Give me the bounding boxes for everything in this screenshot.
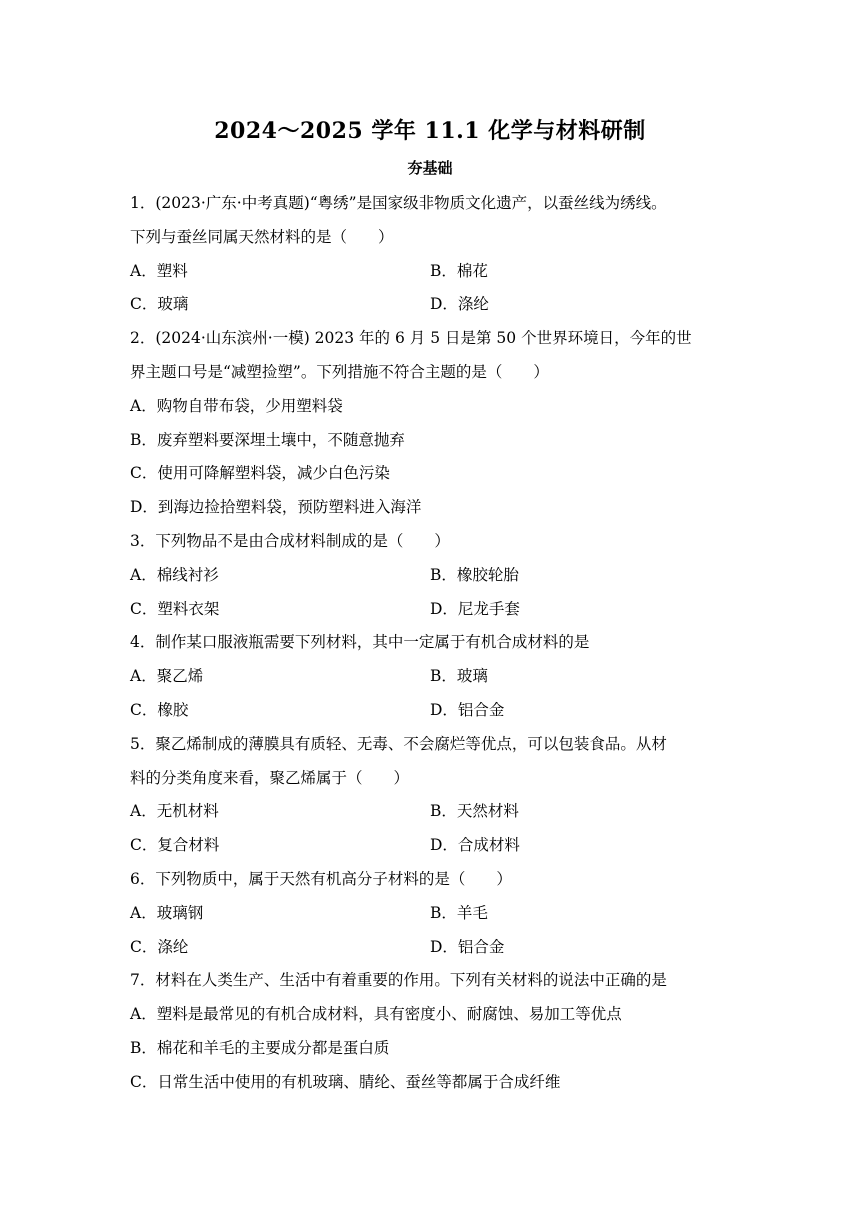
q5-option-a: A．无机材料 [130, 802, 219, 821]
q4-option-a: A．聚乙烯 [130, 667, 204, 686]
q6-options-row1 [130, 897, 730, 931]
q7-stem-line1: 7．材料在人类生产、生活中有着重要的作用。下列有关材料的说法中正确的是 [130, 971, 667, 990]
q3-options-row2 [130, 593, 730, 627]
q6-options-row2 [130, 931, 730, 965]
q6-option-b: B．羊毛 [430, 903, 488, 922]
q1-option-d: D．涤纶 [430, 295, 489, 314]
q4-option-b: B．玻璃 [430, 667, 488, 686]
q1-option-a: A．塑料 [130, 261, 188, 280]
q2-option-b: B．废弃塑料要深埋土壤中，不随意抛弃 [130, 430, 405, 449]
q5-stem-line2: 料的分类角度来看，聚乙烯属于（ ） [130, 768, 410, 787]
q5-option-d: D．合成材料 [430, 836, 520, 855]
q3-option-d: D．尼龙手套 [430, 599, 520, 618]
q1-option-c: C．玻璃 [130, 295, 189, 314]
q1-stem-line2: 下列与蚕丝同属天然材料的是（ ） [130, 227, 394, 246]
section-heading: 夯基础 [407, 159, 453, 177]
q4-option-d: D．铝合金 [430, 700, 505, 719]
q7-option-b: B．棉花和羊毛的主要成分都是蛋白质 [130, 1038, 390, 1057]
q5-option-b: B．天然材料 [430, 802, 519, 821]
q5-options-row2 [130, 829, 730, 863]
q2-option-d: D．到海边捡拾塑料袋，预防塑料进入海洋 [130, 498, 422, 517]
q5-option-c: C．复合材料 [130, 836, 220, 855]
q6-option-a: A．玻璃钢 [130, 903, 204, 922]
q4-options-row2 [130, 694, 730, 728]
q5-stem-line1: 5．聚乙烯制成的薄膜具有质轻、无毒、不会腐烂等优点，可以包装食品。从材 [130, 734, 667, 753]
q6-stem-line1: 6．下列物质中，属于天然有机高分子材料的是（ ） [130, 869, 512, 888]
q2-option-a: A．购物自带布袋，少用塑料袋 [130, 396, 343, 415]
q3-option-c: C．塑料衣架 [130, 599, 220, 618]
q4-options-row1 [130, 660, 730, 694]
q3-option-b: B．橡胶轮胎 [430, 565, 519, 584]
q3-stem-line1: 3．下列物品不是由合成材料制成的是（ ） [130, 531, 450, 550]
q2-stem-line1: 2．(2024·山东滨州·一模) 2023 年的 6 月 5 日是第 50 个世界环境日，今年的世 [130, 329, 692, 348]
q2-option-c: C．使用可降解塑料袋，减少白色污染 [130, 464, 390, 483]
q1-options-row1 [130, 255, 730, 289]
q3-options-row1 [130, 559, 730, 593]
q7-option-c: C．日常生活中使用的有机玻璃、腈纶、蚕丝等都属于合成纤维 [130, 1072, 561, 1091]
q3-option-a: A．棉线衬衫 [130, 565, 219, 584]
q4-stem-line1: 4．制作某口服液瓶需要下列材料，其中一定属于有机合成材料的是 [130, 633, 590, 652]
q4-option-c: C．橡胶 [130, 700, 189, 719]
q5-options-row1 [130, 795, 730, 829]
q1-options-row2 [130, 288, 730, 322]
question-list [130, 187, 730, 1100]
q6-option-d: D．铝合金 [430, 937, 505, 956]
q1-option-b: B．棉花 [430, 261, 488, 280]
q2-stem-line2: 界主题口号是“减塑捡塑”。下列措施不符合主题的是（ ） [130, 362, 549, 381]
q6-option-c: C．涤纶 [130, 937, 189, 956]
q1-stem-line1: 1．(2023·广东·中考真题)“粤绣”是国家级非物质文化遗产，以蚕丝线为绣线。 [130, 194, 667, 212]
page-title: 2024～2025 学年 11.1 化学与材料研制 [214, 118, 646, 144]
q7-option-a: A．塑料是最常见的有机合成材料，具有密度小、耐腐蚀、易加工等优点 [130, 1005, 622, 1024]
